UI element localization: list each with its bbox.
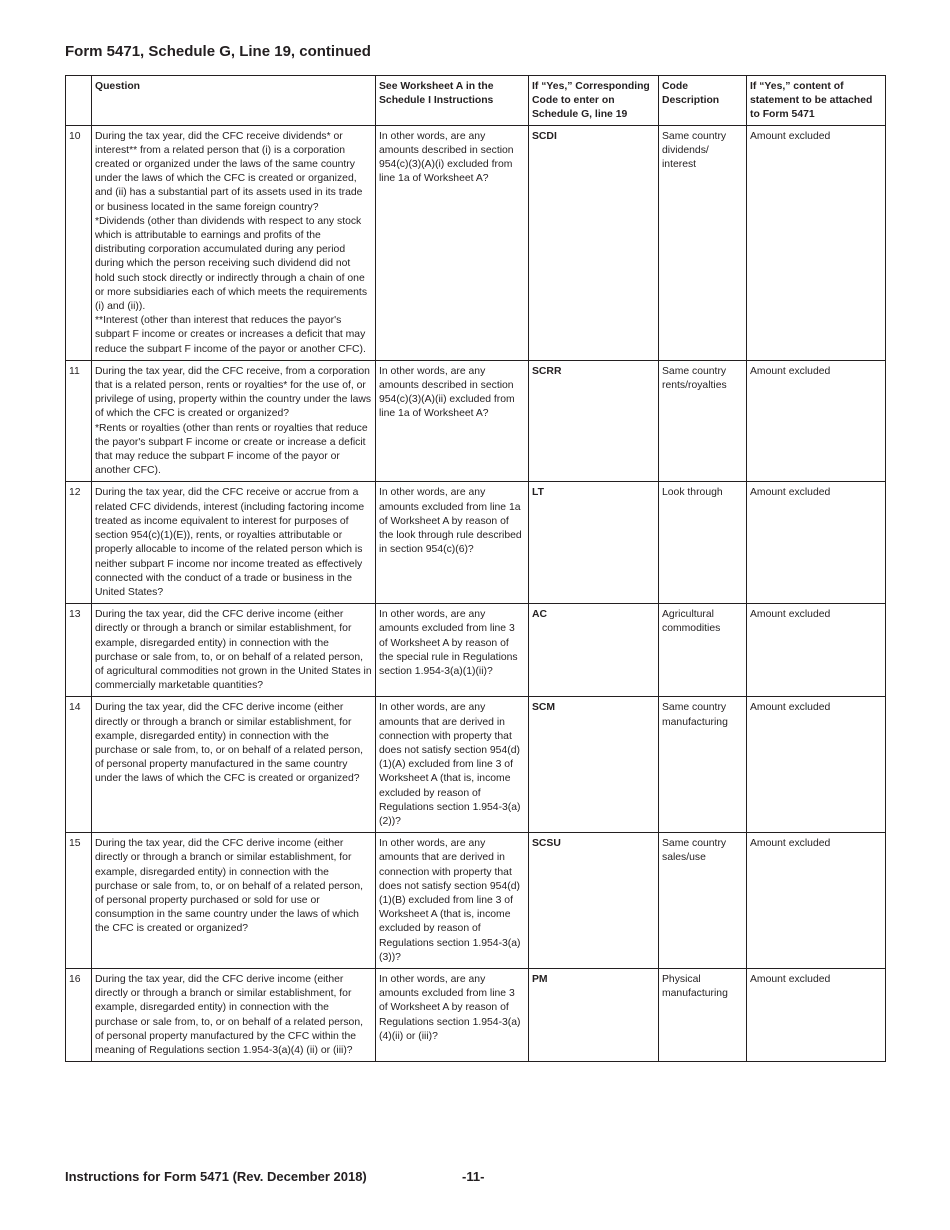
table-row [66, 360, 886, 482]
question-paragraph: *Rents or royalties (other than rents or royalties that reduce the payor's subpart F income or create or increase a deficit that may reduce the subpart F income of the payor or another CFC). [95, 422, 368, 477]
header-question: Question [92, 76, 376, 126]
row-code-description: Look through [659, 482, 747, 604]
row-code: SCDI [529, 125, 659, 360]
header-code: If “Yes,” Corresponding Code to enter on Schedule G, line 19 [529, 76, 659, 126]
question-paragraph: During the tax year, did the CFC receive, from a corporation that is a related person, rents or royalties* for the use of, or privilege of using, property within the country under the laws of which the CFC is created or organized? [95, 365, 372, 420]
row-statement-content: Amount excluded [747, 833, 886, 969]
table-row [66, 833, 886, 969]
question-paragraph: During the tax year, did the CFC receive or accrue from a related CFC dividends, interest (including factoring income treated as income equivalent to interest for purposes of section 954(c)(1)(E)), rents, or royalties attributable or properly allocable to income of the related person which is neither subpart F income nor income treated as effectively connected with the conduct of a trade or business in the United States? [95, 487, 365, 598]
row-worksheet-note: In other words, are any amounts that are derived in connection with property that does not satisfy section 954(d)(1)(A) excluded from line 3 of Worksheet A (that is, income excluded by reason of Regulations section 1.954-3(a)(2))? [376, 697, 529, 833]
row-question [92, 360, 376, 482]
table-row [66, 968, 886, 1061]
question-paragraph: During the tax year, did the CFC derive income (either directly or through a branch or similar establishment, for example, disregarded entity) in connection with the purchase or sale from, to, or on behalf of a related person, of personal property purchased or sold for use or consumption in the same country under the laws of which the CFC is created or organized? [95, 838, 364, 935]
table-body [66, 125, 886, 1062]
table-row [66, 604, 886, 697]
header-worksheet: See Worksheet A in the Schedule I Instructions [376, 76, 529, 126]
row-statement-content: Amount excluded [747, 482, 886, 604]
row-question [92, 482, 376, 604]
question-paragraph: During the tax year, did the CFC receive dividends* or interest** from a related person that (i) is a corporation created or organized under the laws of the same country under the laws of which the CFC is created or organized, and (ii) has a substantial part of its assets used in its trade or business located in the same foreign country? [95, 130, 363, 213]
header-statement: If “Yes,” content of statement to be attached to Form 5471 [747, 76, 886, 126]
question-paragraph: During the tax year, did the CFC derive income (either directly or through a branch or similar establishment, for example, disregarded entity) in connection with the purchase or sale from, to, or on behalf of a related person, of personal property manufactured in the same country under the laws of which the CFC is created or organized? [95, 702, 364, 785]
row-code: PM [529, 968, 659, 1061]
row-code: SCSU [529, 833, 659, 969]
row-worksheet-note: In other words, are any amounts excluded from line 3 of Worksheet A by reason of the special rule in Regulations section 1.954-3(a)(1)(ii)? [376, 604, 529, 697]
table-row [66, 482, 886, 604]
table-row [66, 125, 886, 360]
row-code: SCRR [529, 360, 659, 482]
row-code-description: Same country sales/use [659, 833, 747, 969]
footer-page-number: -11- [462, 1169, 485, 1184]
row-worksheet-note: In other words, are any amounts excluded from line 1a of Worksheet A by reason of the look through rule described in section 954(c)(6)? [376, 482, 529, 604]
table-header-row [66, 76, 886, 126]
row-code-description: Same country rents/royalties [659, 360, 747, 482]
row-statement-content: Amount excluded [747, 697, 886, 833]
row-question [92, 604, 376, 697]
header-description: Code Description [659, 76, 747, 126]
row-question [92, 833, 376, 969]
row-number: 15 [66, 833, 92, 969]
row-code: SCM [529, 697, 659, 833]
row-statement-content: Amount excluded [747, 604, 886, 697]
schedule-g-line-19-table [65, 75, 886, 1062]
row-code: AC [529, 604, 659, 697]
row-number: 10 [66, 125, 92, 360]
row-statement-content: Amount excluded [747, 125, 886, 360]
question-paragraph: During the tax year, did the CFC derive income (either directly or through a branch or similar establishment, for example, disregarded entity) in connection with the purchase or sale from, to, or on behalf of a related person, of personal property manufactured by the CFC within the meaning of Regulations section 1.954-3(a)(4) (ii) or (iii)? [95, 973, 364, 1056]
row-code-description: Physical manufacturing [659, 968, 747, 1061]
question-paragraph: *Dividends (other than dividends with respect to any stock which is attributable to earnings and profits of the distributing corporation accumulated during any period during which the person receiving such dividend did not hold such stock directly or indirectly through a chain of one or more subsidiaries each of which meets the requirements (i) and (ii)). [95, 215, 368, 313]
row-code: LT [529, 482, 659, 604]
page-title: Form 5471, Schedule G, Line 19, continued [65, 43, 371, 60]
question-paragraph: **Interest (other than interest that reduces the payor's subpart F income or creates or increases a deficit that may reduce the subpart F income of the payor or another CFC). [95, 315, 366, 355]
row-question [92, 968, 376, 1061]
table-row [66, 697, 886, 833]
row-worksheet-note: In other words, are any amounts that are derived in connection with property that does not satisfy section 954(d)(1)(B) excluded from line 3 of Worksheet A (that is, income excluded by reason of Regulations section 1.954-3(a)(3))? [376, 833, 529, 969]
row-worksheet-note: In other words, are any amounts excluded from line 3 of Worksheet A by reason of Regulations section 1.954-3(a)(4)(ii) or (iii)? [376, 968, 529, 1061]
header-number [66, 76, 92, 126]
row-question [92, 697, 376, 833]
row-number: 12 [66, 482, 92, 604]
row-worksheet-note: In other words, are any amounts described in section 954(c)(3)(A)(i) excluded from line 1a of Worksheet A? [376, 125, 529, 360]
row-number: 13 [66, 604, 92, 697]
row-worksheet-note: In other words, are any amounts described in section 954(c)(3)(A)(ii) excluded from line 1a of Worksheet A? [376, 360, 529, 482]
row-number: 11 [66, 360, 92, 482]
row-number: 16 [66, 968, 92, 1061]
question-paragraph: During the tax year, did the CFC derive income (either directly or through a branch or similar establishment, for example, disregarded entity) in connection with the purchase or sale from, to, or on behalf of a related person, of agricultural commodities not grown in the United States in commercially marketable quantities? [95, 609, 372, 692]
row-question [92, 125, 376, 360]
row-number: 14 [66, 697, 92, 833]
row-code-description: Agricultural commodities [659, 604, 747, 697]
row-code-description: Same country dividends/ interest [659, 125, 747, 360]
row-code-description: Same country manufacturing [659, 697, 747, 833]
row-statement-content: Amount excluded [747, 360, 886, 482]
row-statement-content: Amount excluded [747, 968, 886, 1061]
footer-form-title: Instructions for Form 5471 (Rev. December 2018) [65, 1169, 367, 1184]
